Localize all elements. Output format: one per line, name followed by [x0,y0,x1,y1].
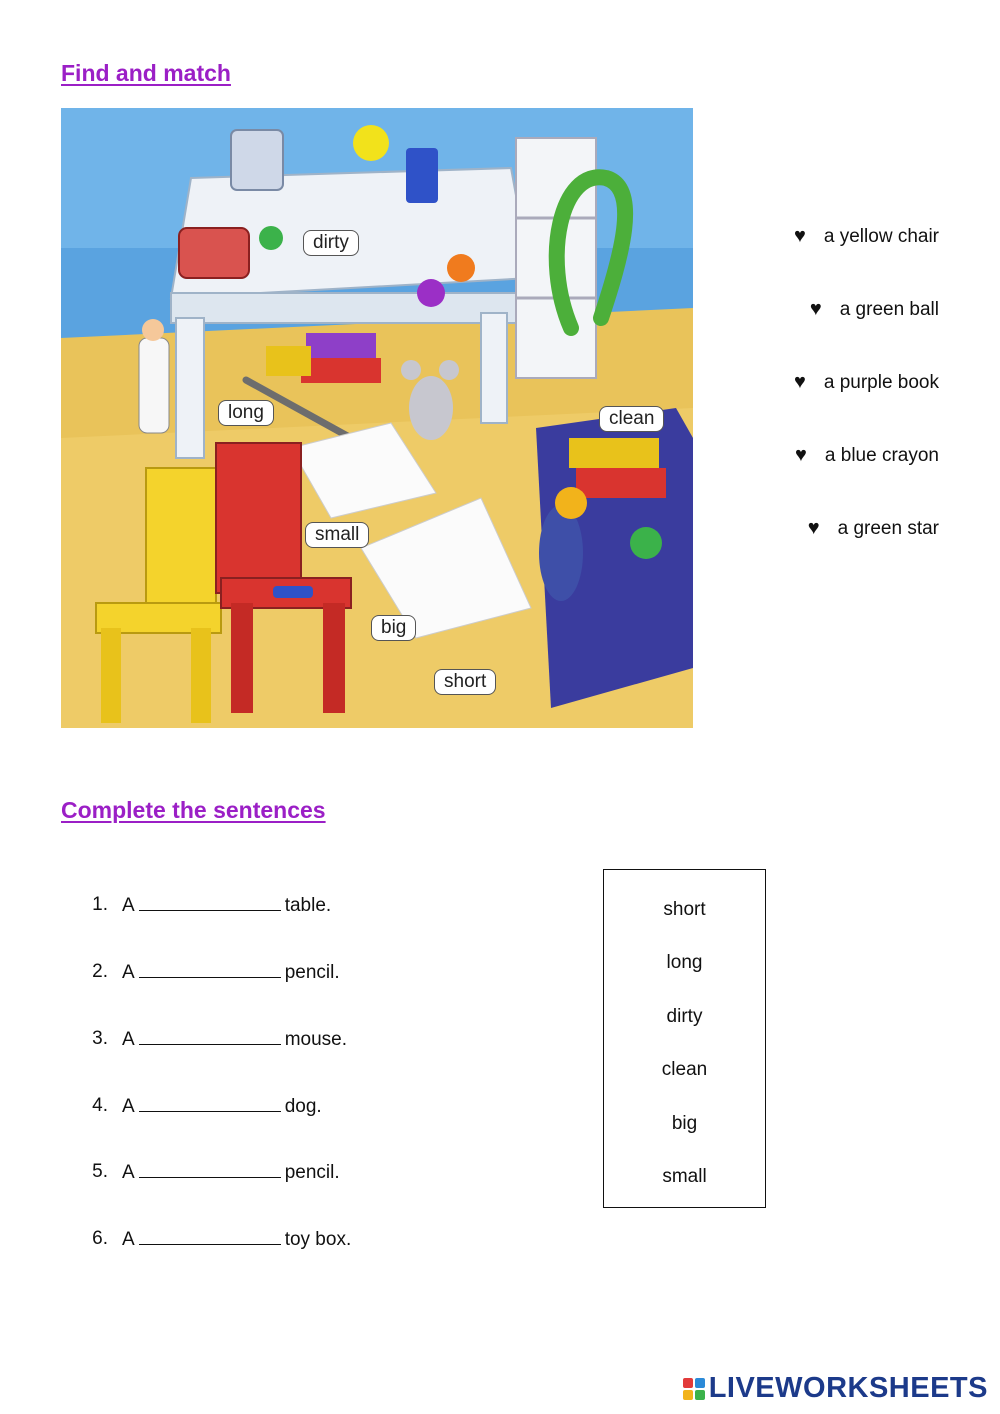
label-small: small [305,522,369,548]
sentence-number: 3. [92,1028,108,1049]
answer-blank[interactable] [139,1095,281,1112]
sentence-row [90,894,331,917]
word-bank-item[interactable]: short [663,899,706,920]
sentence-row [90,1161,340,1184]
label-clean: clean [599,406,664,432]
sentence-start: A [122,895,135,916]
sentence-end: table. [284,895,332,916]
sentence-number: 5. [92,1161,108,1182]
match-item-label: a green star [837,517,939,539]
sentence-number: 4. [92,1095,108,1116]
sentence-end: dog. [284,1096,322,1117]
word-bank-item[interactable]: big [671,1113,698,1134]
label-big: big [371,615,416,641]
word-bank-item[interactable]: dirty [666,1006,703,1027]
sentence-row [90,1028,347,1051]
match-item[interactable] [810,298,939,321]
answer-blank[interactable] [139,1228,281,1245]
match-item[interactable] [794,225,939,248]
sentence-row [90,1095,322,1118]
sentence-start: A [122,1162,135,1183]
answer-blank[interactable] [139,1161,281,1178]
sentence-end: toy box. [284,1229,352,1250]
answer-blank[interactable] [139,894,281,911]
word-bank-item[interactable]: small [662,1166,707,1187]
sentence-end: mouse. [284,1029,347,1050]
logo-grid-icon [683,1378,705,1400]
sentence-number: 1. [92,894,108,915]
section-title-find-and-match: Find and match [61,60,231,86]
label-dirty: dirty [303,230,359,256]
match-item-label: a green ball [839,298,939,320]
match-item-label: a purple book [823,371,939,393]
sentence-start: A [122,962,135,983]
liveworksheets-logo[interactable] [683,1372,988,1405]
answer-blank[interactable] [139,1028,281,1045]
sentence-end: pencil. [284,1162,340,1183]
match-item[interactable] [795,444,939,467]
sentence-start: A [122,1229,135,1250]
sentence-end: pencil. [284,962,340,983]
word-bank-item[interactable]: long [666,952,703,973]
sentence-row [90,961,340,984]
word-bank-item[interactable]: clean [661,1059,708,1080]
match-item-label: a yellow chair [823,225,939,247]
messy-room-illustration [61,108,693,728]
sentence-row [90,1228,351,1251]
sentence-number: 2. [92,961,108,982]
heart-icon: ♥ [795,444,807,466]
heart-icon: ♥ [809,298,822,320]
sentence-start: A [122,1029,135,1050]
answer-blank[interactable] [139,961,281,978]
heart-icon: ♥ [793,371,806,393]
sentence-number: 6. [92,1228,108,1249]
match-item-label: a blue crayon [824,444,939,466]
match-item[interactable] [808,517,939,540]
section-title-complete-sentences: Complete the sentences [61,797,326,823]
heart-icon: ♥ [794,225,806,247]
sentence-start: A [122,1096,135,1117]
logo-text: LIVEWORKSHEETS [708,1372,988,1404]
match-item[interactable] [794,371,939,394]
heart-icon: ♥ [807,517,820,539]
label-long: long [218,400,274,426]
word-bank [603,869,766,1208]
label-short: short [434,669,496,695]
